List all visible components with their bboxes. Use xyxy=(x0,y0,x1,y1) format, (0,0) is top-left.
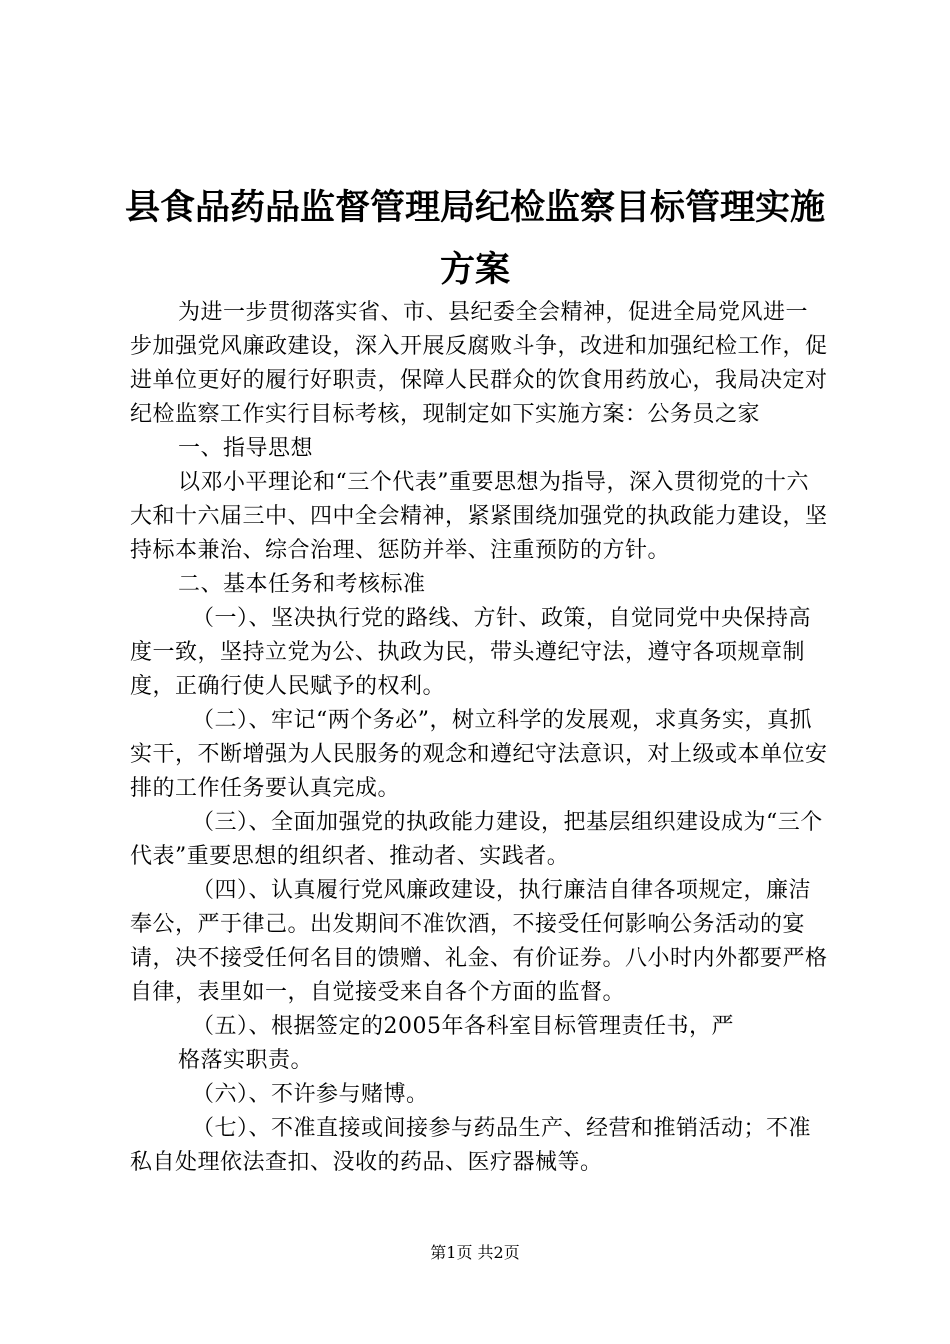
task-item-5-continued: 格落实职责。 xyxy=(178,1048,314,1073)
task-item-6: （六）、不许参与赌博。 xyxy=(192,1082,429,1107)
guiding-thought-paragraph: 以邓小平理论和“三个代表”重要思想为指导，深入贯彻党的十六大和十六届三中、四中全会精神，紧紧围绕加强党的执政能力建设，坚持标本兼治、综合治理、惩防并举、注重预防的方针。 xyxy=(130,470,828,563)
intro-paragraph: 为进一步贯彻落实省、市、县纪委全会精神，促进全局党风进一步加强党风廉政建设，深入开展反腐败斗争，改进和加强纪检工作，促进单位更好的履行好职责，保障人民群众的饮食用药放心，我局决定对纪检监察工作实行目标考核，现制定如下实施方案：公务员之家 xyxy=(130,300,828,427)
document-title-line-1: 县食品药品监督管理局纪检监察目标管理实施 xyxy=(124,188,825,228)
task-item-4: （四）、认真履行党风廉政建设，执行廉洁自律各项规定，廉洁奉公，严于律己。出发期间不准饮酒，不接受任何影响公务活动的宴请，决不接受任何名目的馈赠、礼金、有价证券。八小时内外都要严格自律，表里如一，自觉接受来自各个方面的监督。 xyxy=(130,878,828,1005)
page-number-footer: 第1页 共2页 xyxy=(430,1243,520,1262)
task-item-7: （七）、不准直接或间接参与药品生产、经营和推销活动；不准私自处理依法查扣、没收的药品、医疗器械等。 xyxy=(130,1116,812,1175)
document-title-line-2: 方案 xyxy=(439,250,510,290)
document-body xyxy=(130,296,830,1180)
task-item-1: （一）、坚决执行党的路线、方针、政策，自觉同党中央保持高度一致，坚持立党为公、执政为民，带头遵纪守法，遵守各项规章制度，正确行使人民赋予的权利。 xyxy=(130,606,812,699)
task-item-3: （三）、全面加强党的执政能力建设，把基层组织建设成为“三个代表”重要思想的组织者、推动者、实践者。 xyxy=(130,810,823,869)
task-item-2: （二）、牢记“两个务必”，树立科学的发展观，求真务实，真抓实干，不断增强为人民服务的观念和遵纪守法意识，对上级或本单位安排的工作任务要认真完成。 xyxy=(130,708,828,801)
section-heading-guiding-thought: 一、指导思想 xyxy=(178,436,314,461)
section-heading-basic-tasks: 二、基本任务和考核标准 xyxy=(178,572,426,597)
task-item-5: （五）、根据签定的2005年各科室目标管理责任书，严 xyxy=(192,1014,734,1039)
